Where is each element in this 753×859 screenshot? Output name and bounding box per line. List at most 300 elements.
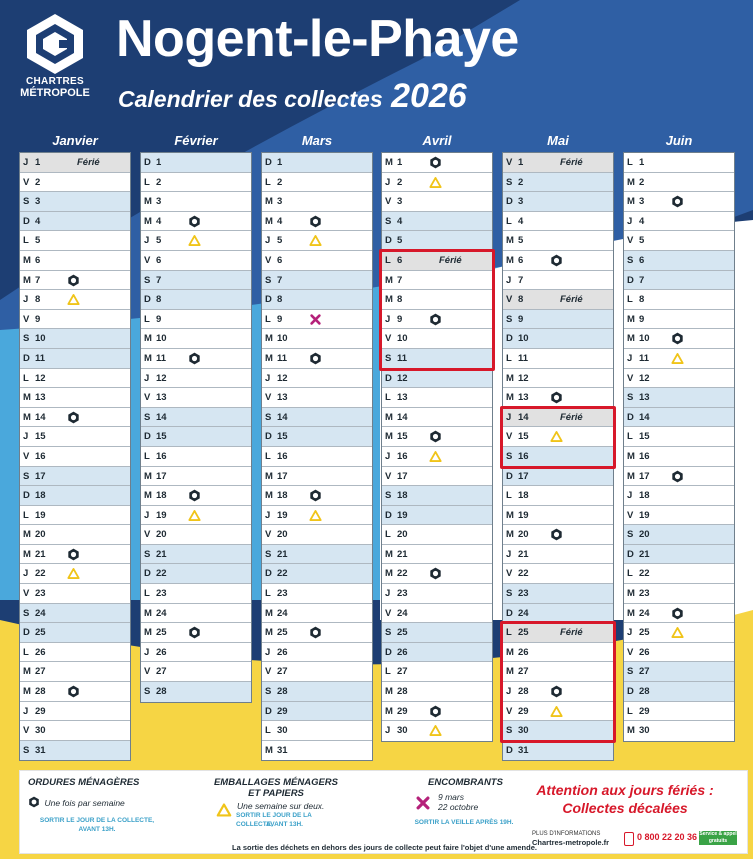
month-name: Avril	[422, 133, 452, 148]
day-number: 30	[639, 725, 650, 737]
legend-enc-sub: SORTIR LA VEILLE APRÈS 19H.	[414, 819, 514, 826]
day-row	[382, 721, 492, 741]
day-row	[20, 349, 130, 369]
day-row	[262, 349, 372, 369]
day-row	[382, 604, 492, 624]
day-number: 23	[35, 588, 46, 600]
day-row	[20, 369, 130, 389]
day-letter: S	[627, 392, 634, 404]
day-row	[503, 643, 613, 663]
day-letter: L	[385, 254, 391, 266]
day-letter: D	[506, 196, 513, 208]
day-row	[624, 408, 734, 428]
day-number: 16	[35, 450, 46, 462]
day-number: 11	[639, 352, 650, 364]
day-letter: D	[506, 607, 513, 619]
day-row	[624, 545, 734, 565]
day-number: 8	[397, 294, 403, 306]
day-list	[19, 152, 131, 761]
legend-ordures-sub1: SORTIR LE JOUR DE LA COLLECTE,	[39, 817, 155, 824]
day-row	[141, 310, 251, 330]
day-number: 27	[639, 666, 650, 678]
day-number: 2	[277, 176, 283, 188]
day-row	[262, 408, 372, 428]
day-letter: M	[23, 274, 31, 286]
day-letter: D	[144, 568, 151, 580]
legend-emb-note: Une semaine sur deux.	[237, 801, 325, 811]
day-row	[141, 231, 251, 251]
day-row	[262, 584, 372, 604]
day-row	[141, 271, 251, 291]
holiday-label: Férié	[560, 157, 583, 168]
day-row	[503, 545, 613, 565]
day-row	[624, 682, 734, 702]
day-row	[141, 682, 251, 702]
day-letter: V	[265, 529, 272, 541]
holiday-label: Férié	[560, 627, 583, 639]
day-number: 6	[397, 254, 403, 266]
day-number: 4	[156, 215, 162, 227]
day-number: 26	[397, 646, 408, 658]
day-row	[503, 741, 613, 761]
day-row	[141, 251, 251, 271]
day-letter: S	[506, 725, 513, 737]
day-letter: J	[265, 372, 271, 384]
day-letter: S	[144, 274, 151, 286]
cross-icon	[309, 313, 322, 326]
day-row	[503, 506, 613, 526]
day-number: 16	[397, 450, 408, 462]
day-number: 24	[397, 607, 408, 619]
day-letter: M	[144, 352, 152, 364]
day-letter: M	[265, 333, 273, 345]
day-number: 2	[397, 176, 403, 188]
hexagon-ring-icon	[429, 430, 442, 443]
free-service-badge: Service & appel gratuits	[699, 831, 737, 844]
hexagon-ring-icon	[429, 567, 442, 580]
day-number: 22	[156, 568, 167, 580]
subtitle-year: 2026	[391, 77, 467, 115]
day-number: 27	[277, 666, 288, 678]
day-number: 1	[156, 157, 162, 168]
day-number: 21	[277, 548, 288, 560]
day-number: 5	[277, 235, 283, 247]
day-row	[624, 231, 734, 251]
day-row	[382, 231, 492, 251]
day-list	[381, 152, 493, 742]
day-number: 17	[397, 470, 408, 482]
day-number: 26	[518, 646, 529, 658]
day-number: 7	[277, 274, 283, 286]
day-number: 18	[277, 490, 288, 502]
day-number: 11	[397, 352, 408, 364]
day-number: 4	[639, 215, 645, 227]
day-number: 16	[518, 450, 529, 462]
day-number: 29	[639, 705, 650, 717]
day-number: 29	[277, 705, 288, 717]
day-number: 30	[35, 725, 46, 737]
day-row	[382, 564, 492, 584]
day-letter: M	[265, 607, 273, 619]
day-row	[141, 408, 251, 428]
day-letter: D	[506, 333, 513, 345]
day-row	[624, 369, 734, 389]
day-list	[261, 152, 373, 761]
day-number: 17	[518, 470, 529, 482]
day-number: 8	[156, 294, 162, 306]
day-number: 22	[397, 568, 408, 580]
day-row	[503, 486, 613, 506]
day-row	[624, 447, 734, 467]
day-letter: J	[23, 705, 29, 717]
day-letter: V	[23, 725, 30, 737]
day-row	[382, 545, 492, 565]
day-number: 10	[397, 333, 408, 345]
hexagon-ring-icon	[309, 489, 322, 502]
legend-emballages	[206, 777, 346, 827]
day-letter: S	[627, 254, 634, 266]
day-row	[262, 545, 372, 565]
day-number: 16	[277, 450, 288, 462]
day-number: 2	[639, 176, 645, 188]
day-letter: S	[627, 666, 634, 678]
day-row	[624, 173, 734, 193]
day-row	[382, 623, 492, 643]
legend-ordures	[28, 777, 166, 834]
day-letter: J	[265, 509, 271, 521]
day-row	[503, 349, 613, 369]
day-letter: M	[23, 686, 31, 698]
legend-enc-date2: 22 octobre	[438, 802, 479, 812]
day-row	[382, 506, 492, 526]
day-row	[262, 369, 372, 389]
day-letter: V	[506, 294, 513, 306]
day-number: 2	[35, 176, 41, 188]
day-number: 1	[35, 157, 41, 168]
day-number: 26	[277, 646, 288, 658]
month-name: Mai	[547, 133, 569, 148]
day-row	[503, 369, 613, 389]
month-name: Janvier	[52, 133, 98, 148]
day-letter: L	[506, 627, 512, 639]
day-letter: S	[506, 176, 513, 188]
day-row	[20, 427, 130, 447]
day-letter: V	[144, 529, 151, 541]
triangle-outline-icon	[67, 567, 80, 580]
legend-emb-sub1: SORTIR LE JOUR DE LA COLLECTE,	[236, 812, 312, 828]
day-row	[20, 212, 130, 232]
day-letter: J	[23, 568, 29, 580]
footer-note: La sortie des déchets en dehors des jours de collecte peut faire l'objet d'une amende.	[232, 843, 537, 852]
day-row	[624, 310, 734, 330]
legend-ordures-note: Une fois par semaine	[44, 798, 125, 808]
day-letter: M	[265, 744, 273, 756]
page-subtitle	[118, 76, 467, 123]
day-row	[20, 545, 130, 565]
holiday-label: Férié	[560, 294, 583, 306]
day-letter: M	[385, 411, 393, 423]
day-number: 25	[639, 627, 650, 639]
day-number: 26	[639, 646, 650, 658]
day-letter: L	[265, 725, 271, 737]
day-number: 18	[518, 490, 529, 502]
hexagon-ring-icon	[429, 156, 442, 169]
day-number: 15	[277, 431, 288, 443]
day-row	[20, 153, 130, 173]
legend-emb-row	[206, 801, 346, 827]
day-row	[624, 702, 734, 722]
hexagon-ring-icon	[67, 274, 80, 287]
day-row	[141, 584, 251, 604]
day-letter: M	[385, 568, 393, 580]
day-letter: J	[506, 274, 512, 286]
day-row	[503, 388, 613, 408]
day-row	[262, 525, 372, 545]
day-number: 31	[277, 744, 288, 756]
day-number: 19	[639, 509, 650, 521]
day-letter: L	[627, 705, 633, 717]
month-column	[19, 130, 131, 761]
day-number: 29	[518, 705, 529, 717]
day-number: 9	[518, 313, 524, 325]
day-row	[382, 662, 492, 682]
logo-line1: CHARTRES	[26, 76, 84, 87]
hexagon-ring-icon	[309, 352, 322, 365]
day-row	[503, 231, 613, 251]
day-number: 28	[397, 686, 408, 698]
day-number: 24	[156, 607, 167, 619]
day-number: 13	[518, 392, 529, 404]
month-name: Juin	[665, 133, 693, 148]
day-row	[503, 447, 613, 467]
day-letter: J	[385, 588, 391, 600]
month-column	[502, 130, 614, 761]
day-row	[20, 388, 130, 408]
triangle-outline-icon	[188, 509, 201, 522]
day-letter: S	[265, 548, 272, 560]
subtitle-text: Calendrier des collectes	[118, 86, 383, 112]
day-row	[262, 271, 372, 291]
day-letter: M	[385, 294, 393, 306]
day-letter: L	[144, 176, 150, 188]
day-row	[141, 604, 251, 624]
day-number: 21	[518, 548, 529, 560]
day-number: 7	[156, 274, 162, 286]
day-letter: S	[627, 529, 634, 541]
day-number: 20	[397, 529, 408, 541]
hexagon-ring-icon	[550, 391, 563, 404]
day-row	[262, 427, 372, 447]
day-number: 11	[156, 352, 167, 364]
day-number: 14	[639, 411, 650, 423]
legend-ordures-row	[28, 793, 166, 811]
hexagon-ring-icon	[550, 528, 563, 541]
day-letter: V	[627, 372, 634, 384]
day-row	[624, 662, 734, 682]
day-letter: D	[265, 157, 272, 168]
day-row	[503, 271, 613, 291]
day-number: 14	[518, 411, 529, 423]
day-row	[624, 486, 734, 506]
day-number: 15	[518, 431, 529, 443]
day-letter: D	[385, 235, 392, 247]
day-letter: L	[23, 509, 29, 521]
day-letter: D	[144, 294, 151, 306]
day-row	[503, 192, 613, 212]
day-number: 16	[156, 450, 167, 462]
day-letter: M	[144, 490, 152, 502]
day-letter: M	[144, 333, 152, 345]
day-letter: J	[144, 372, 150, 384]
day-row	[262, 467, 372, 487]
day-letter: J	[23, 294, 29, 306]
day-letter: D	[627, 274, 634, 286]
day-letter: D	[627, 686, 634, 698]
day-number: 4	[277, 215, 283, 227]
day-number: 18	[397, 490, 408, 502]
day-number: 19	[156, 509, 167, 521]
day-number: 26	[156, 646, 167, 658]
day-letter: V	[385, 333, 392, 345]
day-row	[382, 192, 492, 212]
day-number: 3	[277, 196, 283, 208]
day-row	[503, 525, 613, 545]
day-row	[382, 584, 492, 604]
day-letter: D	[385, 646, 392, 658]
day-row	[20, 506, 130, 526]
day-number: 6	[518, 254, 524, 266]
triangle-outline-icon	[309, 234, 322, 247]
day-letter: M	[627, 450, 635, 462]
day-row	[20, 604, 130, 624]
day-row	[624, 525, 734, 545]
day-number: 7	[639, 274, 645, 286]
day-letter: S	[265, 686, 272, 698]
day-letter: M	[144, 196, 152, 208]
day-row	[503, 623, 613, 643]
day-row	[382, 369, 492, 389]
day-letter: L	[385, 529, 391, 541]
triangle-outline-icon	[188, 234, 201, 247]
day-number: 14	[397, 411, 408, 423]
day-number: 27	[518, 666, 529, 678]
day-number: 23	[518, 588, 529, 600]
day-letter: S	[265, 411, 272, 423]
legend-emb-title1: EMBALLAGES MÉNAGERS	[213, 777, 339, 788]
day-number: 20	[277, 529, 288, 541]
day-letter: L	[144, 450, 150, 462]
day-row	[141, 369, 251, 389]
day-row	[503, 153, 613, 173]
day-number: 28	[277, 686, 288, 698]
day-letter: J	[506, 411, 512, 423]
day-row	[262, 290, 372, 310]
day-number: 6	[156, 254, 162, 266]
day-row	[20, 231, 130, 251]
triangle-outline-icon	[429, 724, 442, 737]
day-number: 9	[156, 313, 162, 325]
day-list	[623, 152, 735, 742]
day-letter: M	[23, 548, 31, 560]
hexagon-ring-icon	[550, 685, 563, 698]
day-row	[382, 486, 492, 506]
day-row	[262, 682, 372, 702]
day-number: 24	[518, 607, 529, 619]
day-letter: M	[627, 176, 635, 188]
day-letter: S	[144, 548, 151, 560]
day-letter: D	[385, 372, 392, 384]
day-row	[262, 212, 372, 232]
day-number: 5	[156, 235, 162, 247]
phone-number[interactable]: 0 800 22 20 36	[637, 832, 698, 842]
day-letter: L	[385, 392, 391, 404]
day-letter: J	[385, 176, 391, 188]
day-number: 28	[156, 686, 167, 698]
day-letter: V	[627, 509, 634, 521]
day-row	[20, 623, 130, 643]
day-number: 2	[518, 176, 524, 188]
day-letter: L	[506, 490, 512, 502]
hexagon-ring-icon	[188, 215, 201, 228]
hexagon-ring-icon	[671, 607, 684, 620]
day-row	[382, 525, 492, 545]
day-letter: L	[627, 157, 633, 168]
legend-panel	[19, 770, 748, 854]
triangle-outline-icon	[67, 293, 80, 306]
day-row	[20, 721, 130, 741]
day-row	[503, 290, 613, 310]
day-row	[624, 721, 734, 741]
day-row	[382, 408, 492, 428]
cross-icon	[416, 796, 430, 810]
holiday-warning	[525, 781, 725, 817]
day-letter: M	[385, 705, 393, 717]
day-row	[382, 290, 492, 310]
day-row	[503, 604, 613, 624]
day-letter: V	[627, 646, 634, 658]
day-number: 5	[397, 235, 403, 247]
day-row	[20, 467, 130, 487]
day-number: 19	[277, 509, 288, 521]
day-number: 31	[35, 744, 46, 756]
day-letter: S	[385, 490, 392, 502]
day-row	[624, 271, 734, 291]
day-letter: S	[385, 627, 392, 639]
day-letter: M	[385, 548, 393, 560]
day-number: 11	[277, 352, 288, 364]
triangle-outline-icon	[671, 352, 684, 365]
day-row	[262, 388, 372, 408]
day-number: 8	[518, 294, 524, 306]
day-number: 29	[35, 705, 46, 717]
day-number: 12	[277, 372, 288, 384]
website-link[interactable]: Chartres-metropole.fr	[532, 838, 610, 847]
logo-line2: MÉTROPOLE	[20, 87, 90, 99]
day-letter: V	[506, 157, 513, 168]
legend-enc-title: ENCOMBRANTS	[428, 777, 503, 788]
day-number: 16	[639, 450, 650, 462]
day-number: 27	[397, 666, 408, 678]
day-row	[20, 486, 130, 506]
day-row	[141, 212, 251, 232]
day-number: 6	[35, 254, 41, 266]
day-row	[141, 564, 251, 584]
day-letter: M	[385, 686, 393, 698]
day-row	[262, 564, 372, 584]
day-letter: D	[265, 568, 272, 580]
day-number: 7	[518, 274, 524, 286]
legend-enc-row	[404, 792, 524, 818]
